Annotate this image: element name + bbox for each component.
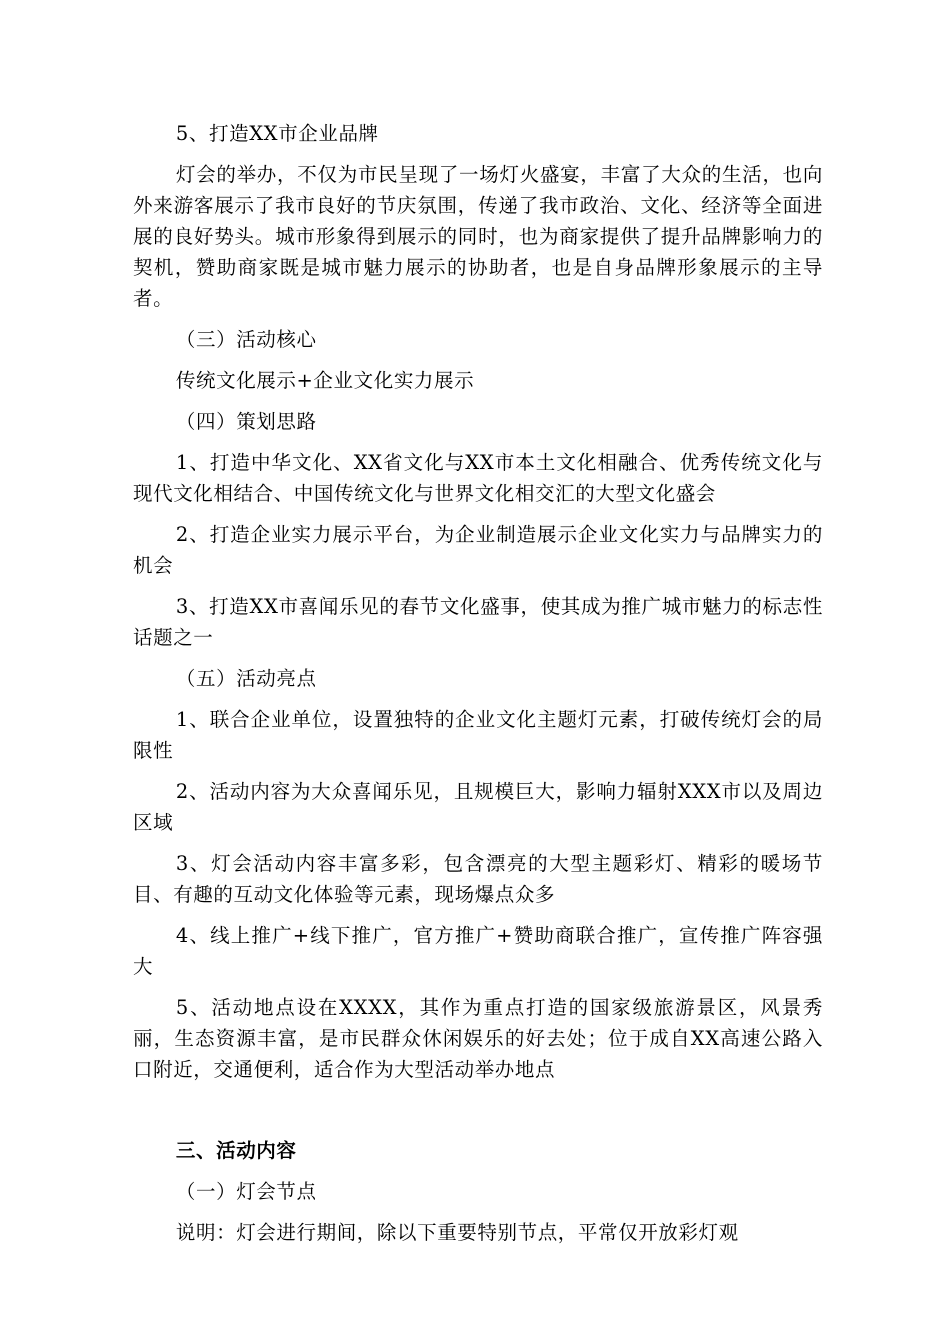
subheading-highlights: （五）活动亮点 <box>175 667 317 690</box>
subheading-brand: 5、打造XX市企业品牌 <box>175 122 379 145</box>
subheading-nodes: （一）灯会节点 <box>175 1180 317 1203</box>
paragraph-brand-body: 灯会的举办，不仅为市民呈现了一场灯火盛宴，丰富了大众的生活，也向外来游客展示了我市良好的节庆氛围，传递了我市政治、文化、经济等全面进展的良好势头。城市形象得到展示的同时，也为商家提供了提升品牌影响力的契机，赞助商家既是城市魅力展示的协助者，也是自身品牌形象展示的主导者。 <box>133 163 823 310</box>
subheading-planning: （四）策划思路 <box>175 410 317 433</box>
paragraph-core-body: 传统文化展示+企业文化实力展示 <box>175 369 475 392</box>
paragraph-note: 说明：灯会进行期间，除以下重要特别节点，平常仅开放彩灯观 <box>175 1221 739 1244</box>
highlight-item-4: 4、线上推广+线下推广，官方推广+赞助商联合推广，宣传推广阵容强大 <box>133 924 823 978</box>
subheading-core: （三）活动核心 <box>175 328 317 351</box>
planning-item-2: 2、打造企业实力展示平台，为企业制造展示企业文化实力与品牌实力的机会 <box>133 523 823 577</box>
highlight-item-5: 5、活动地点设在XXXX，其作为重点打造的国家级旅游景区，风景秀丽，生态资源丰富，是市民群众休闲娱乐的好去处；位于成自XX高速公路入口附近，交通便利，适合作为大型活动举办地点 <box>133 996 823 1081</box>
planning-item-3: 3、打造XX市喜闻乐见的春节文化盛事，使其成为推广城市魅力的标志性话题之一 <box>133 595 823 649</box>
document-page <box>133 118 823 1248</box>
highlight-item-2: 2、活动内容为大众喜闻乐见，且规模巨大，影响力辐射XXX市以及周边区域 <box>133 780 823 834</box>
planning-item-1: 1、打造中华文化、XX省文化与XX市本土文化相融合、优秀传统文化与现代文化相结合、中国传统文化与世界文化相交汇的大型文化盛会 <box>133 451 823 505</box>
highlight-item-1: 1、联合企业单位，设置独特的企业文化主题灯元素，打破传统灯会的局限性 <box>133 708 823 762</box>
section-heading: 三、活动内容 <box>175 1139 297 1162</box>
highlight-item-3: 3、灯会活动内容丰富多彩，包含漂亮的大型主题彩灯、精彩的暖场节目、有趣的互动文化体验等元素，现场爆点众多 <box>133 852 823 906</box>
